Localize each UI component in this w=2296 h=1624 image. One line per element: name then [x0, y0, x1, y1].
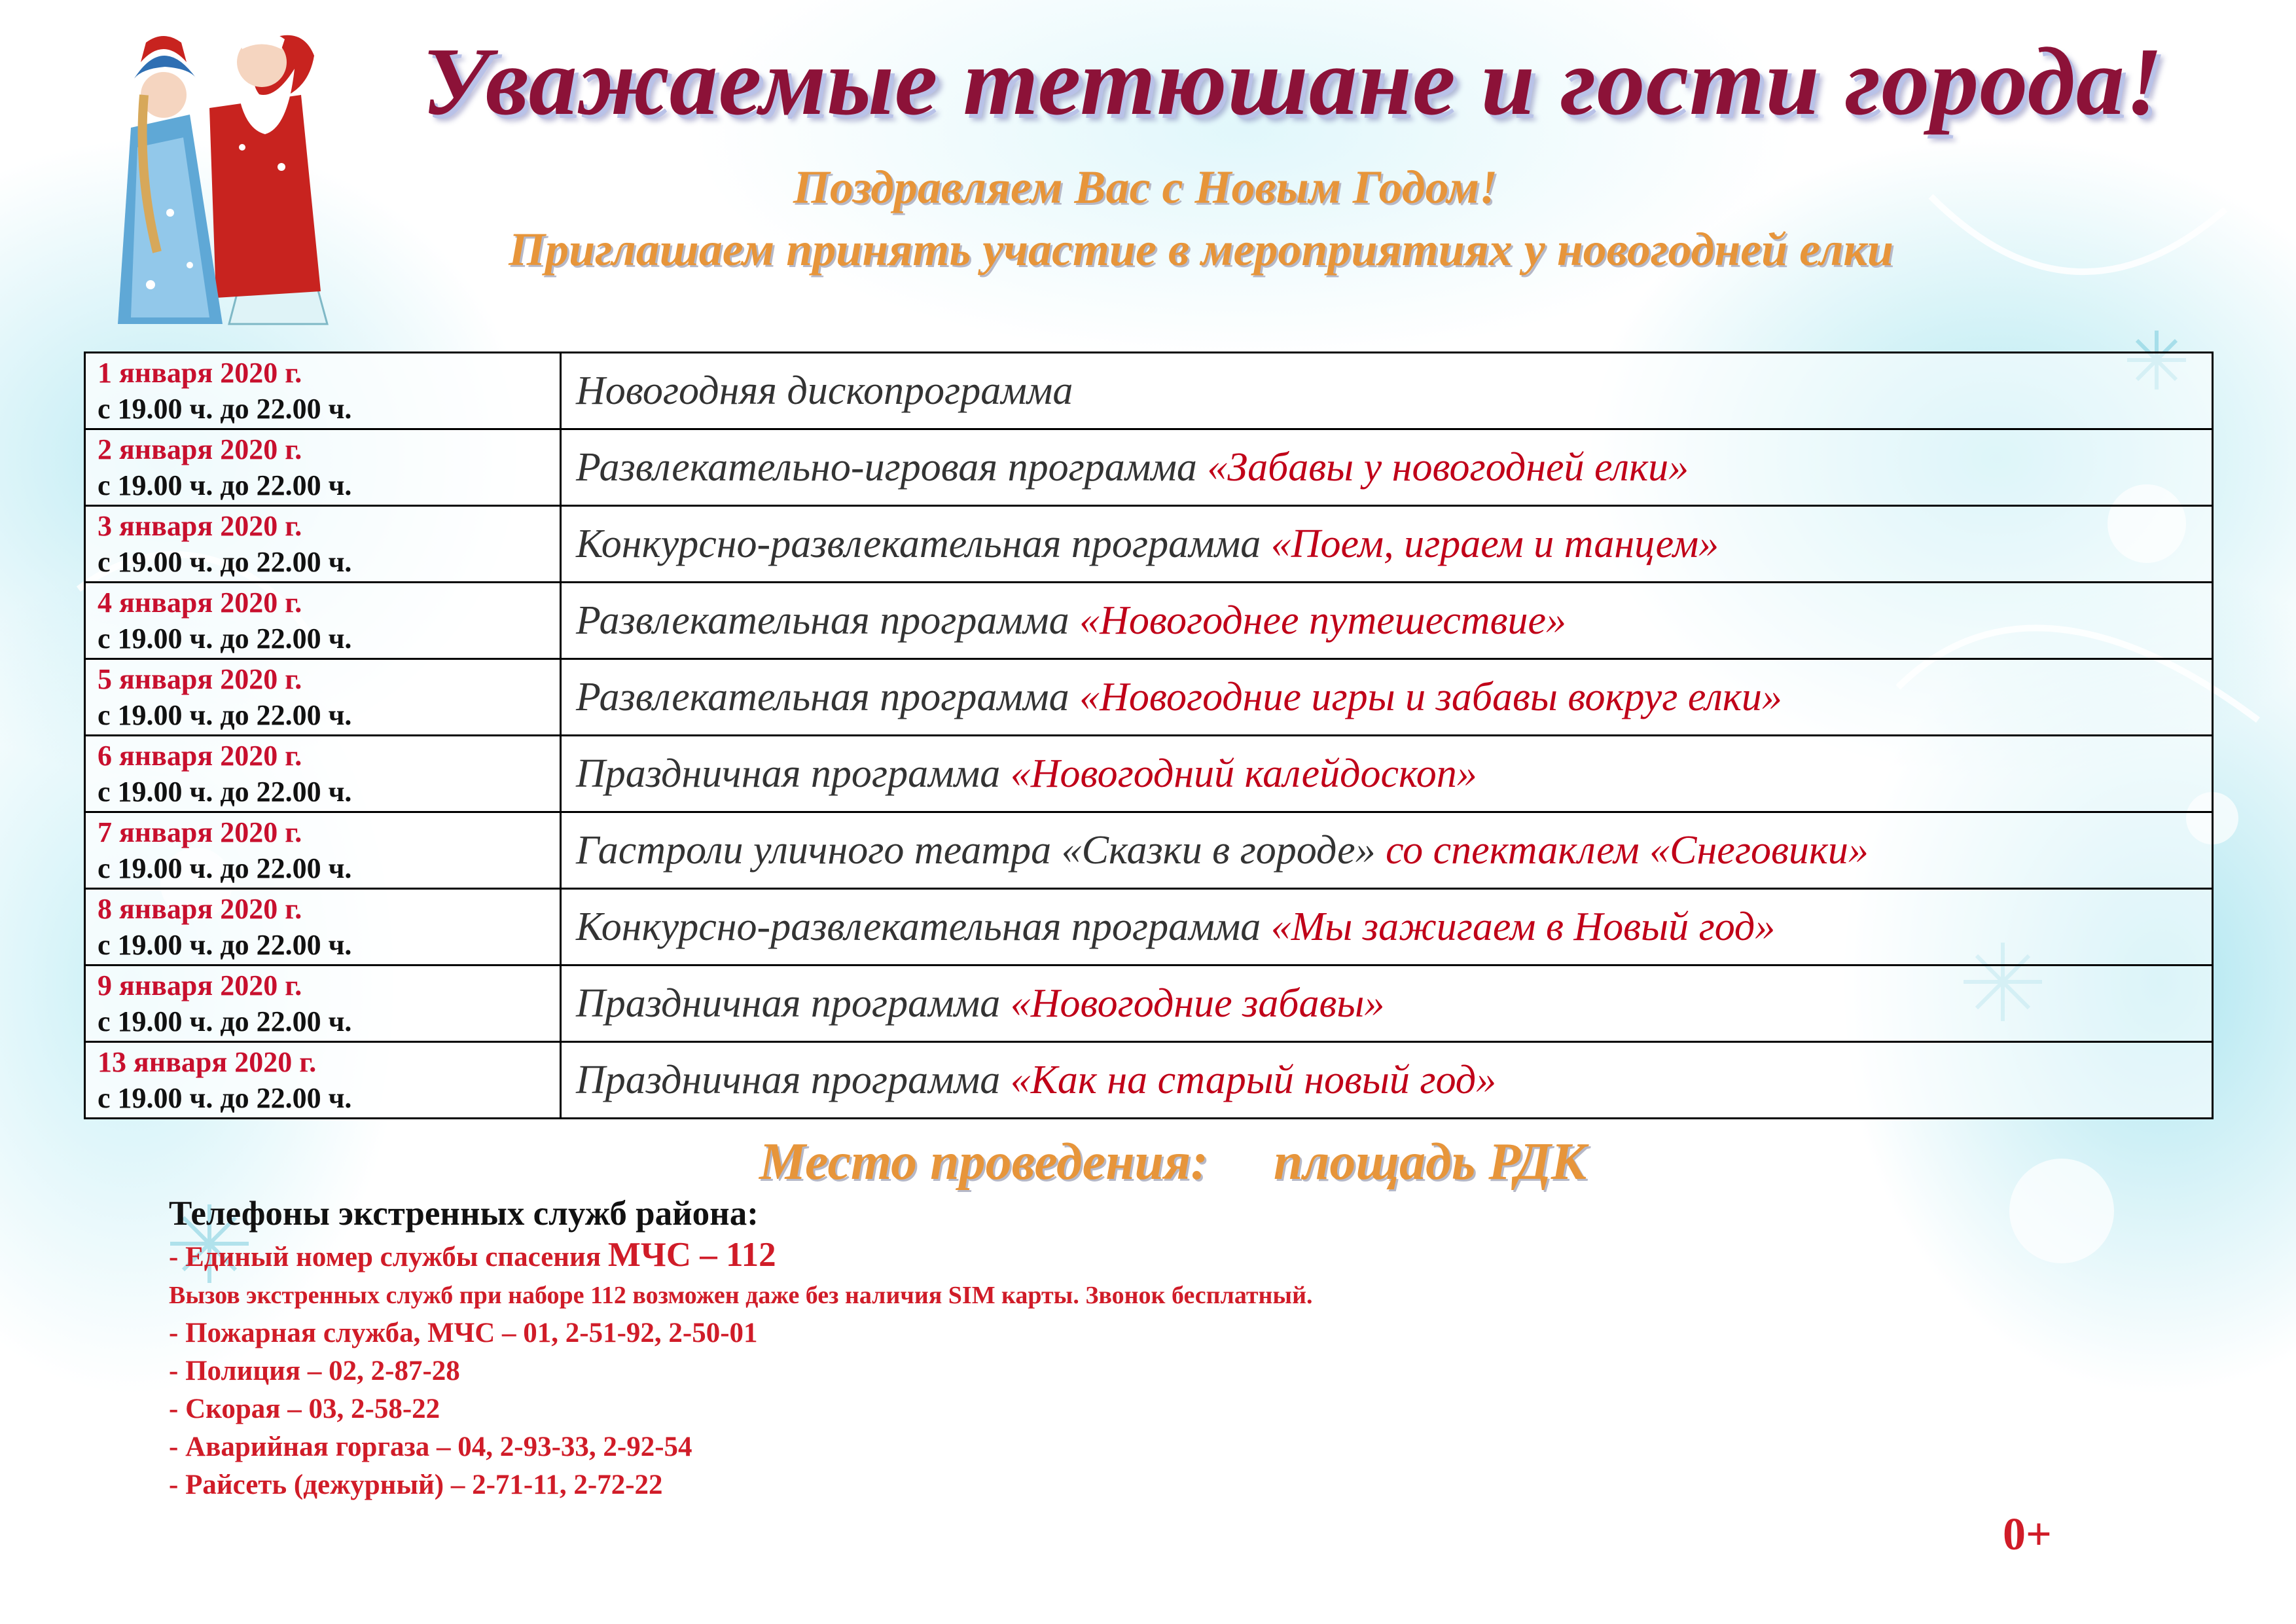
event-time: с 19.00 ч. до 22.00 ч.	[98, 469, 352, 501]
mchs-prefix: - Единый номер службы спасения	[169, 1242, 608, 1272]
event-description	[576, 368, 2212, 414]
phone-line-fire: - Пожарная служба, МЧС – 01, 2-51-92, 2-50-01	[169, 1318, 758, 1348]
phone-line-police: - Полиция – 02, 2-87-28	[169, 1356, 460, 1386]
event-title: «Мы зажигаем в Новый год»	[1270, 904, 1776, 949]
event-description	[576, 444, 2212, 491]
schedule-row	[85, 353, 2213, 429]
event-date: 1 января 2020 г.	[98, 357, 302, 389]
event-type: Развлекательная программа	[576, 674, 1080, 719]
event-time: с 19.00 ч. до 22.00 ч.	[98, 852, 352, 884]
event-time: с 19.00 ч. до 22.00 ч.	[98, 1082, 352, 1114]
age-rating: 0+	[2003, 1509, 2052, 1560]
event-title: со спектаклем «Снеговики»	[1386, 827, 1869, 873]
event-date: 6 января 2020 г.	[98, 740, 302, 772]
event-type: Новогодняя дископрограмма	[576, 368, 1073, 413]
sim-note: Вызов экстренных служб при наборе 112 возможен даже без наличия SIM карты. Звонок бесплатный.	[169, 1282, 1313, 1309]
mchs-line	[169, 1236, 1313, 1276]
event-description	[576, 521, 2212, 568]
venue-label: Место проведения:	[759, 1133, 1208, 1191]
schedule-event-cell	[561, 429, 2213, 506]
santa-snow-maiden-illustration	[111, 16, 340, 337]
event-type: Конкурсно-развлекательная программа	[576, 904, 1271, 949]
event-type: Гастроли уличного театра «Сказки в городе»	[576, 827, 1386, 873]
event-date: 9 января 2020 г.	[98, 969, 302, 1001]
schedule-row	[85, 1042, 2213, 1119]
schedule-row	[85, 506, 2213, 583]
page-title: Уважаемые тетюшане и гости города!	[422, 28, 2164, 135]
event-date: 13 января 2020 г.	[98, 1046, 317, 1078]
event-schedule-table	[84, 352, 2214, 1119]
event-description	[576, 751, 2212, 797]
event-date: 2 января 2020 г.	[98, 433, 302, 465]
schedule-row	[85, 736, 2213, 812]
schedule-event-cell	[561, 506, 2213, 583]
schedule-date-cell	[85, 889, 561, 965]
event-date: 3 января 2020 г.	[98, 510, 302, 542]
event-type: Праздничная программа	[576, 751, 1011, 796]
schedule-event-cell	[561, 889, 2213, 965]
phone-line-power: - Райсеть (дежурный) – 2-71-11, 2-72-22	[169, 1470, 663, 1500]
schedule-date-cell	[85, 429, 561, 506]
event-time: с 19.00 ч. до 22.00 ч.	[98, 546, 352, 578]
venue-value: площадь РДК	[1273, 1133, 1587, 1191]
schedule-date-cell	[85, 659, 561, 736]
emergency-heading: Телефоны экстренных служб района:	[169, 1195, 759, 1233]
schedule-event-cell	[561, 965, 2213, 1042]
schedule-row	[85, 965, 2213, 1042]
venue-line	[759, 1132, 1587, 1192]
schedule-date-cell	[85, 583, 561, 659]
schedule-row	[85, 659, 2213, 736]
schedule-event-cell	[561, 353, 2213, 429]
event-date: 7 января 2020 г.	[98, 816, 302, 848]
mchs-number: МЧС – 112	[607, 1236, 776, 1274]
schedule-date-cell	[85, 736, 561, 812]
greeting-subtitle: Поздравляем Вас с Новым Годом!	[793, 161, 1498, 213]
event-description	[576, 1057, 2212, 1104]
schedule-event-cell	[561, 736, 2213, 812]
event-type: Конкурсно-развлекательная программа	[576, 521, 1271, 566]
event-title: «Как на старый новый год»	[1010, 1057, 1497, 1102]
schedule-row	[85, 812, 2213, 889]
schedule-date-cell	[85, 1042, 561, 1119]
schedule-date-cell	[85, 506, 561, 583]
event-description	[576, 827, 2212, 874]
event-description	[576, 598, 2212, 644]
event-time: с 19.00 ч. до 22.00 ч.	[98, 1005, 352, 1038]
emergency-phones	[169, 1191, 1313, 1504]
event-date: 5 января 2020 г.	[98, 663, 302, 695]
event-title: «Забавы у новогодней елки»	[1207, 444, 1689, 490]
event-description	[576, 674, 2212, 721]
event-time: с 19.00 ч. до 22.00 ч.	[98, 699, 352, 731]
event-title: «Новогодний калейдоскоп»	[1010, 751, 1477, 796]
schedule-date-cell	[85, 812, 561, 889]
event-time: с 19.00 ч. до 22.00 ч.	[98, 623, 352, 655]
schedule-event-cell	[561, 583, 2213, 659]
schedule-event-cell	[561, 1042, 2213, 1119]
phone-line-gas: - Аварийная горгаза – 04, 2-93-33, 2-92-54	[169, 1432, 692, 1462]
event-description	[576, 904, 2212, 950]
event-type: Праздничная программа	[576, 1057, 1011, 1102]
event-date: 4 января 2020 г.	[98, 586, 302, 619]
event-date: 8 января 2020 г.	[98, 893, 302, 925]
event-type: Праздничная программа	[576, 981, 1011, 1026]
event-title: «Новогодние забавы»	[1010, 981, 1385, 1026]
schedule-row	[85, 429, 2213, 506]
schedule-event-cell	[561, 812, 2213, 889]
schedule-date-cell	[85, 965, 561, 1042]
phone-line-ambulance: - Скорая – 03, 2-58-22	[169, 1394, 440, 1424]
event-time: с 19.00 ч. до 22.00 ч.	[98, 393, 352, 425]
event-description	[576, 981, 2212, 1027]
event-title: «Поем, играем и танцем»	[1270, 521, 1719, 566]
event-time: с 19.00 ч. до 22.00 ч.	[98, 929, 352, 961]
invitation-subtitle: Приглашаем принять участие в мероприятиях у новогодней елки	[509, 223, 1893, 276]
event-time: с 19.00 ч. до 22.00 ч.	[98, 776, 352, 808]
event-title: «Новогодние игры и забавы вокруг елки»	[1079, 674, 1782, 719]
event-type: Развлекательная программа	[576, 598, 1080, 643]
event-type: Развлекательно-игровая программа	[576, 444, 1208, 490]
schedule-row	[85, 889, 2213, 965]
schedule-row	[85, 583, 2213, 659]
schedule-date-cell	[85, 353, 561, 429]
event-title: «Новогоднее путешествие»	[1079, 598, 1567, 643]
schedule-event-cell	[561, 659, 2213, 736]
